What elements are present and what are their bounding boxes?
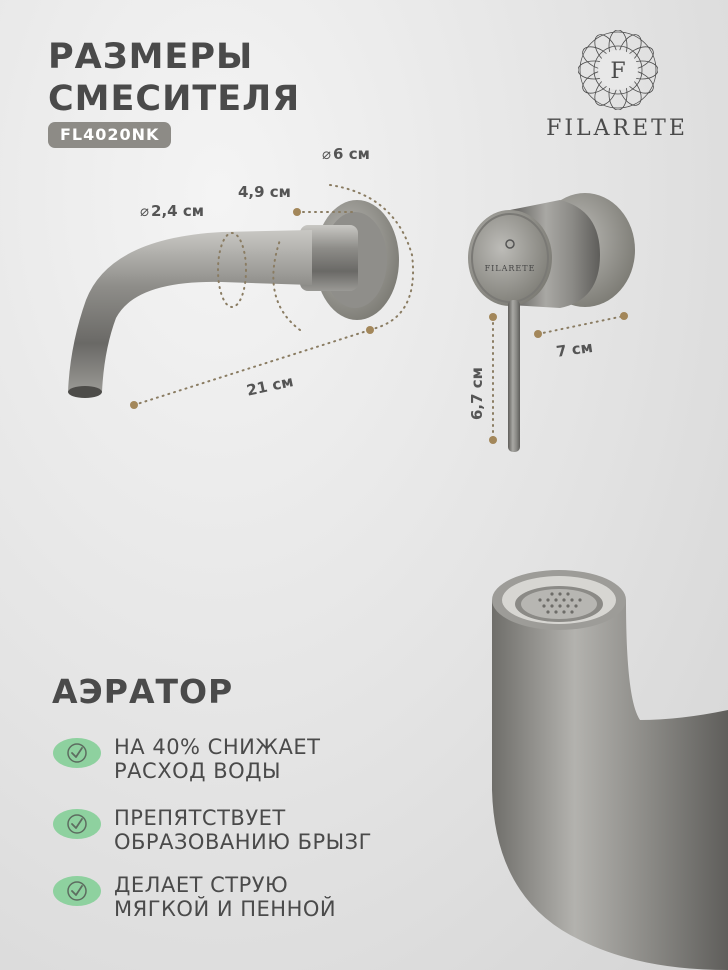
model-badge: FL4020NK (48, 122, 171, 148)
feature-line-1: ДЕЛАЕТ СТРУЮ (114, 873, 289, 897)
feature-item (52, 735, 320, 783)
mixer-engraving: FILARETE (484, 264, 536, 273)
check-icon (52, 875, 102, 907)
feature-line-2: ОБРАЗОВАНИЮ БРЫЗГ (114, 830, 372, 854)
dim-spout-diameter-value: 2,4 см (151, 202, 204, 220)
dim-flange-depth: 4,9 см (238, 183, 291, 201)
feature-line-2: МЯГКОЙ И ПЕННОЙ (114, 897, 337, 921)
brand-name: FILARETE (546, 116, 688, 141)
wall-spout (68, 200, 399, 398)
dim-mixer-depth: 7 см (555, 337, 594, 361)
feature-line-2: РАСХОД ВОДЫ (114, 759, 282, 783)
feature-line-1: НА 40% СНИЖАЕТ (114, 735, 321, 759)
aerator-title: АЭРАТОР (52, 672, 234, 711)
title-line-2: СМЕСИТЕЛЯ (48, 79, 301, 119)
diameter-icon: ⌀ (140, 202, 150, 220)
check-icon (52, 808, 102, 840)
title-line-1: РАЗМЕРЫ (48, 37, 254, 77)
dim-flange-diameter-value: 6 см (333, 145, 370, 163)
dim-spout-diameter (140, 202, 204, 220)
dim-lever-length: 6,7 см (468, 367, 486, 420)
dim-flange-diameter (322, 145, 370, 163)
logo-letter: F (610, 59, 626, 84)
aerator-closeup (492, 570, 728, 970)
check-icon (52, 737, 102, 769)
feature-item (52, 806, 372, 854)
feature-line-1: ПРЕПЯТСТВУЕТ (114, 806, 286, 830)
diameter-icon: ⌀ (322, 145, 332, 163)
feature-item (52, 873, 336, 921)
dim-spout-length: 21 см (245, 372, 295, 400)
